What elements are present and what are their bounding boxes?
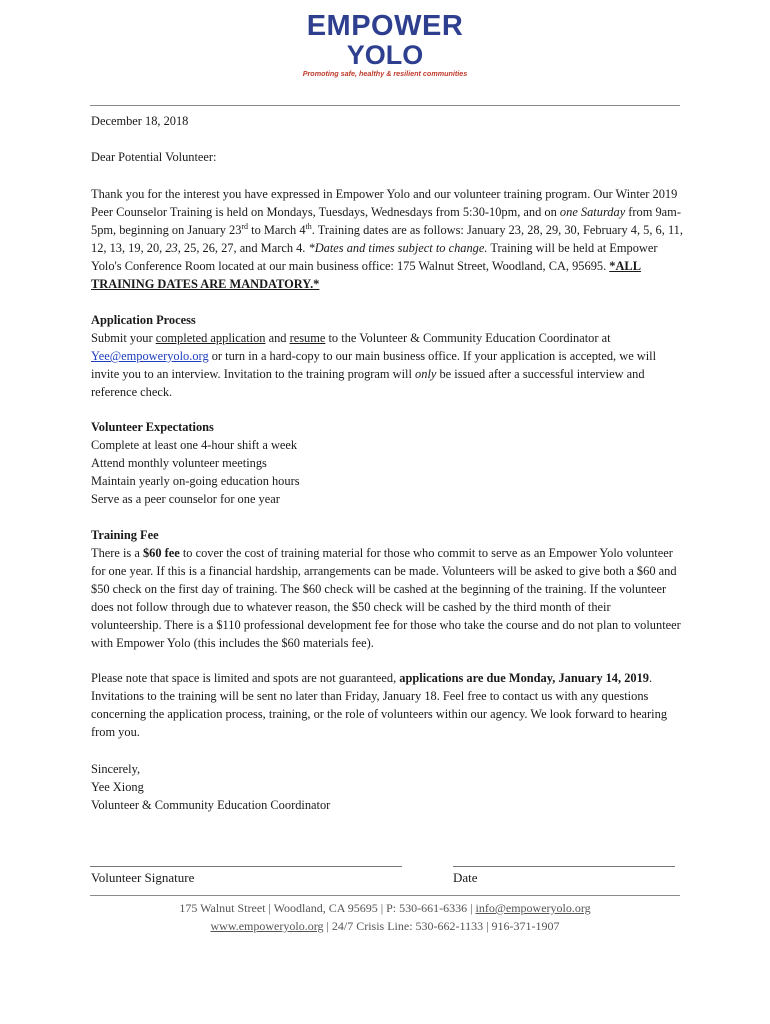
expectations-heading: Volunteer Expectations xyxy=(91,420,214,434)
signoff xyxy=(91,760,683,814)
salutation: Dear Potential Volunteer: xyxy=(91,150,217,164)
footer-website-link[interactable]: www.empoweryolo.org xyxy=(210,919,324,933)
volunteer-signature-line[interactable] xyxy=(90,866,402,867)
footer-address: 175 Walnut Street | Woodland, CA 95695 | P: 530-661-6336 | info@empoweryolo.org xyxy=(179,901,591,915)
logo-tagline: Promoting safe, healthy & resilient communities xyxy=(302,69,468,78)
coordinator-email-link[interactable]: Yee@empoweryolo.org xyxy=(91,349,209,363)
footer-contact: www.empoweryolo.org | 24/7 Crisis Line: 530-662-1133 | 916-371-1907 xyxy=(210,919,560,933)
volunteer-signature-label: Volunteer Signature xyxy=(91,870,195,885)
signer-name: Yee Xiong xyxy=(91,780,144,794)
date-label: Date xyxy=(453,870,478,885)
expectation-item: Attend monthly volunteer meetings xyxy=(91,456,267,470)
fee-amount: $60 fee xyxy=(142,546,180,560)
due-date: applications are due Monday, January 14, 2019 xyxy=(399,671,649,685)
completed-application-link[interactable]: completed application xyxy=(155,331,266,345)
logo-word-empower: EMPOWER xyxy=(306,10,464,42)
footer-email-link[interactable]: info@empoweryolo.org xyxy=(475,901,591,915)
application-section: Application Process Submit your completed application and resume to the Volunteer & Community Education Coordinator at Yee@empoweryolo.org or turn in a hard-copy to our main business office. If your application is accepted, we will invite you to an interview. Invitation to the training program will only be issued after a successful interview and reference check. xyxy=(91,311,683,401)
expectation-item: Serve as a peer counselor for one year xyxy=(91,492,280,506)
expectation-item: Complete at least one 4-hour shift a week xyxy=(91,438,298,452)
fee-section: Training Fee There is a $60 fee to cover the cost of training material for those who commit to serve as an Empower Yolo volunteer for one year. If this is a financial hardship, arrangements can be made. Volunteers will be asked to give both a $60 and $50 check on the first day of training. The $60 check will be cashed at the beginning of the training. If the volunteer does not follow through due to whatever reason, the $50 check will be cashed by the third month of their volunteership. There is a $110 professional development fee for those who take the course and do not plan to volunteer with Empower Yolo (this includes the $60 materials fee). xyxy=(91,526,683,652)
mandatory-notice: *ALL TRAINING DATES ARE MANDATORY.* xyxy=(91,259,641,291)
date-signature-line[interactable] xyxy=(453,866,675,867)
signoff-sincerely: Sincerely, xyxy=(91,762,141,776)
footer-divider xyxy=(90,895,680,896)
resume-link[interactable]: resume xyxy=(289,331,326,345)
letter-date: December 18, 2018 xyxy=(91,114,189,128)
expectation-item: Maintain yearly on-going education hours xyxy=(91,474,300,488)
application-heading: Application Process xyxy=(91,313,196,327)
expectations-section xyxy=(91,418,683,508)
closing-paragraph: Please note that space is limited and spots are not guaranteed, applications are due Monday, January 14, 2019. Invitations to the training will be sent no later than Friday, January 18. Feel free to contact us with any questions concerning the application process, training, or the role of volunteers within our agency. We look forward to hearing from you. xyxy=(91,671,668,739)
fee-heading: Training Fee xyxy=(91,528,159,542)
header-divider xyxy=(90,105,680,106)
intro-paragraph: Thank you for the interest you have expressed in Empower Yolo and our volunteer training program. Our Winter 2019 Peer Counselor Training is held on Mondays, Tuesdays, Wednesdays from 5:30-10pm, and on one Saturday from 9am-5pm, beginning on January 23rd to March 4th. Training dates are as follows: January 23, 28, 29, 30, February 4, 5, 6, 11, 12, 13, 19, 20, 23, 25, 26, 27, and March 4. *Dates and times subject to change. Training will be held at Empower Yolo's Conference Room located at our main business office: 175 Walnut Street, Woodland, CA, 95695. *ALL TRAINING DATES ARE MANDATORY.* xyxy=(91,187,683,291)
empower-yolo-logo xyxy=(290,8,480,80)
signer-title: Volunteer & Community Education Coordinator xyxy=(91,798,331,812)
logo-word-yolo: YOLO xyxy=(346,40,424,70)
